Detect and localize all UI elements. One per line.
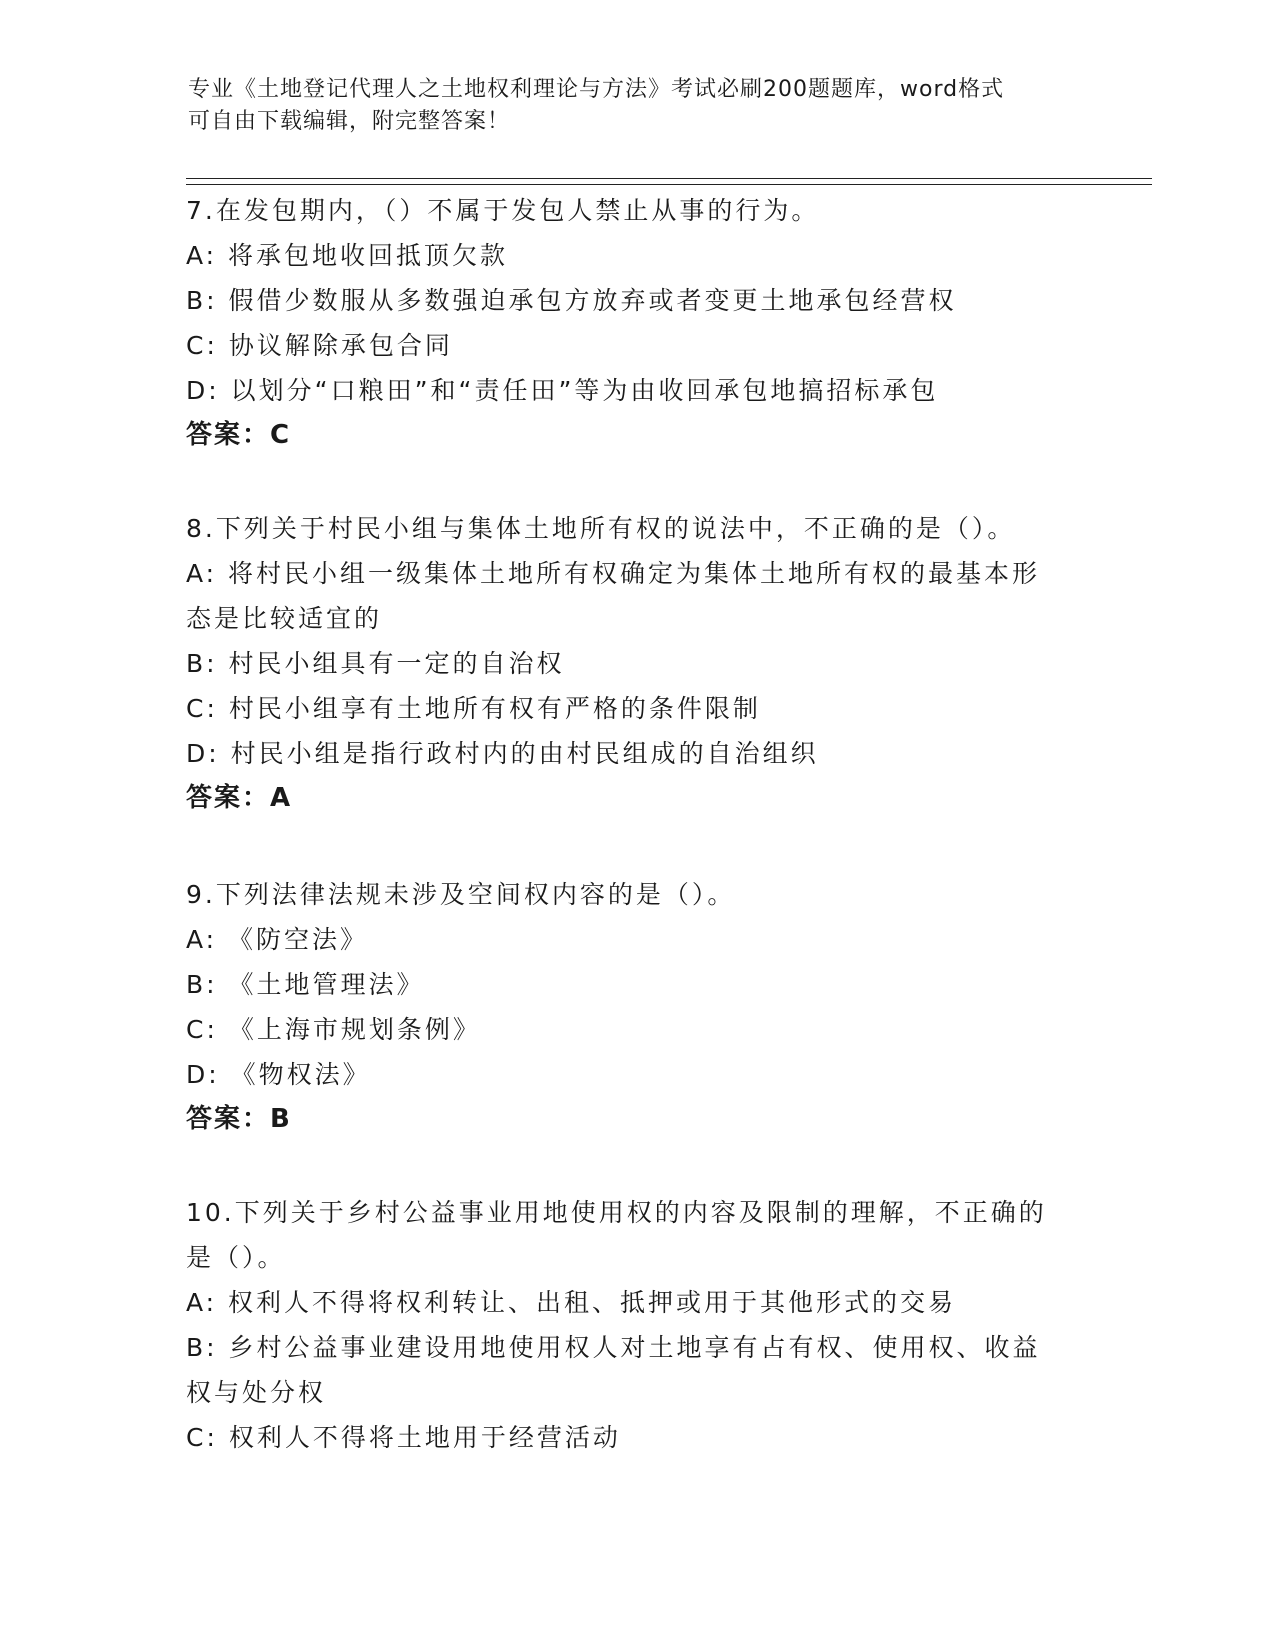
question-9 <box>186 872 1086 1142</box>
question-stem: 8.下列关于村民小组与集体土地所有权的说法中，不正确的是（）。 <box>186 514 1016 543</box>
header-line-1: 专业《土地登记代理人之土地权利理论与方法》考试必刷200题题库，word格式 <box>188 77 1005 102</box>
question-7 <box>186 188 1086 458</box>
option-d: D: 《物权法》 <box>186 1060 371 1089</box>
answer: 答案：B <box>186 1104 292 1134</box>
option-a-continued: 态是比较适宜的 <box>186 604 383 633</box>
question-stem-continued: 是（）。 <box>186 1243 286 1272</box>
option-b: B: 《土地管理法》 <box>186 970 425 999</box>
header-divider-top <box>186 178 1152 179</box>
option-b: B: 假借少数服从多数强迫承包方放弃或者变更土地承包经营权 <box>186 286 957 315</box>
answer: 答案：C <box>186 420 292 450</box>
option-c: C: 《上海市规划条例》 <box>186 1015 481 1044</box>
document-header <box>188 74 1068 138</box>
question-stem: 7.在发包期内，（）不属于发包人禁止从事的行为。 <box>186 196 820 225</box>
question-10 <box>186 1190 1086 1460</box>
option-b: B: 乡村公益事业建设用地使用权人对土地享有占有权、使用权、收益 <box>186 1333 1041 1362</box>
option-c: C: 协议解除承包合同 <box>186 331 453 360</box>
option-b: B: 村民小组具有一定的自治权 <box>186 649 565 678</box>
option-d: D: 以划分“口粮田”和“责任田”等为由收回承包地搞招标承包 <box>186 376 939 405</box>
option-d: D: 村民小组是指行政村内的由村民组成的自治组织 <box>186 739 819 768</box>
option-c: C: 权利人不得将土地用于经营活动 <box>186 1423 621 1452</box>
option-c: C: 村民小组享有土地所有权有严格的条件限制 <box>186 694 761 723</box>
option-a: A: 《防空法》 <box>186 925 369 954</box>
answer: 答案：A <box>186 783 293 813</box>
question-8 <box>186 506 1086 821</box>
option-b-continued: 权与处分权 <box>186 1378 327 1407</box>
question-stem: 9.下列法律法规未涉及空间权内容的是（）。 <box>186 880 736 909</box>
header-line-2: 可自由下载编辑，附完整答案！ <box>188 109 511 134</box>
option-a: A: 权利人不得将权利转让、出租、抵押或用于其他形式的交易 <box>186 1288 957 1317</box>
option-a: A: 将村民小组一级集体土地所有权确定为集体土地所有权的最基本形 <box>186 559 1041 588</box>
header-divider-bottom <box>186 184 1152 185</box>
option-a: A: 将承包地收回抵顶欠款 <box>186 241 509 270</box>
question-stem: 10.下列关于乡村公益事业用地使用权的内容及限制的理解，不正确的 <box>186 1198 1047 1227</box>
